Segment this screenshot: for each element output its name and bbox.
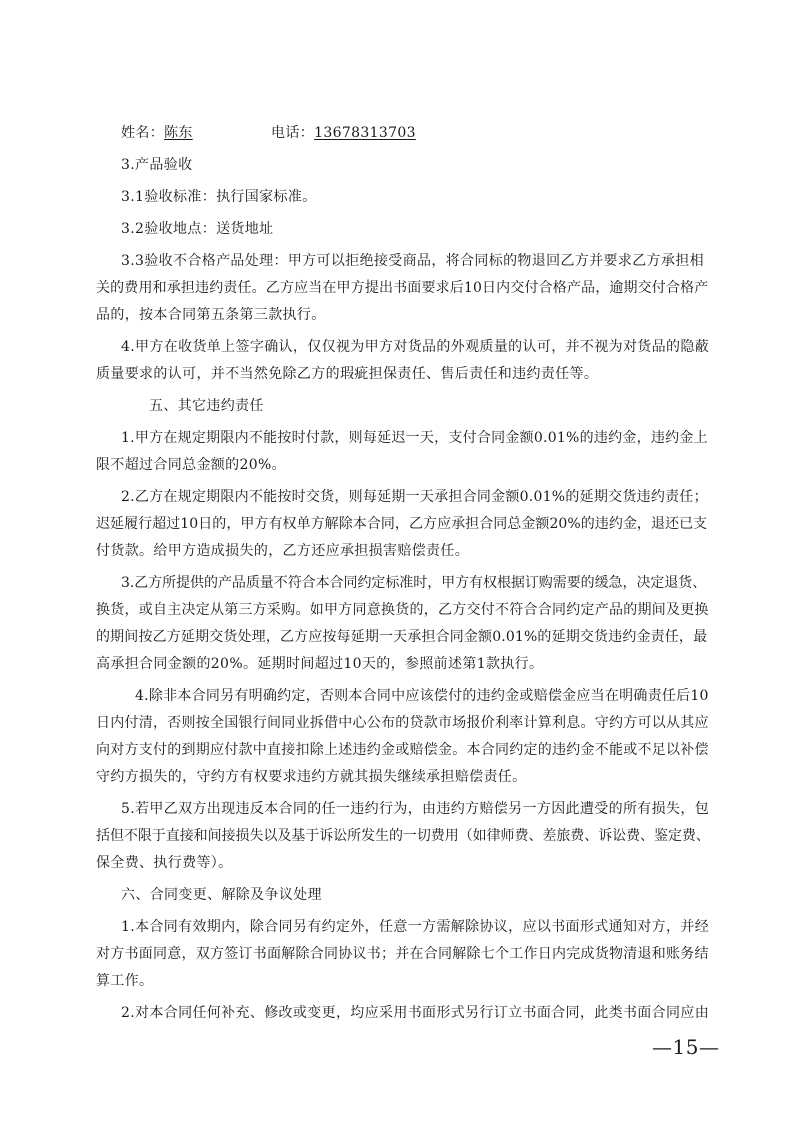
phone-value: 13678313703 — [314, 125, 416, 141]
phone-label: 电话： — [271, 125, 315, 141]
text-line: 4.除非本合同另有明确约定，否则本合同中应该偿付的违约金或赔偿金应当在明确责任后10 — [135, 688, 709, 704]
text-line: 付货款。给甲方造成损失的，乙方还应承担损害赔偿责任。 — [96, 543, 470, 559]
text-line: 守约方损失的，守约方有权要求违约方就其损失继续承担赔偿责任。 — [96, 769, 527, 785]
text-line: 1.本合同有效期内，除合同另有约定外，任意一方需解除协议，应以书面形式通知对方，并经 — [121, 919, 710, 935]
text-line: 4.甲方在收货单上签字确认，仅仅视为甲方对货品的外观质量的认可，并不视为对货品的隐蔽 — [121, 339, 710, 355]
section-heading-change: 六、合同变更、解除及争议处理 — [121, 887, 322, 903]
name-value: 陈东 — [164, 125, 193, 141]
text-line: 算工作。 — [96, 973, 154, 989]
text-line: 括但不限于直接和间接损失以及基于诉讼所发生的一切费用（如律师费、差旅费、诉讼费、鉴定费、 — [96, 828, 710, 844]
text-line: 1.甲方在规定期限内不能按时付款，则每延迟一天，支付合同金额0.01%的违约金，违约金上 — [121, 430, 708, 446]
text-line: 3.乙方所提供的产品质量不符合本合同约定标准时，甲方有权根据订购需要的缓急，决定退货、 — [121, 575, 707, 591]
text-line: 质量要求的认可，并不当然免除乙方的瑕疵担保责任、售后责任和违约责任等。 — [96, 366, 599, 382]
text-line: 保全费、执行费等）。 — [96, 855, 233, 871]
text-line: 换货，或自主决定从第三方采购。如甲方同意换货的，乙方交付不符合合同约定产品的期间及更换 — [96, 602, 709, 618]
text-line: 迟延履行超过10日的，甲方有权单方解除本合同，乙方应承担合同总金额20%的违约金，退还已支 — [96, 516, 708, 532]
name-label: 姓名： — [121, 125, 165, 141]
text-line: 3.1验收标准：执行国家标准。 — [121, 189, 317, 205]
text-line: 2.乙方在规定期限内不能按时交货，则每延期一天承担合同金额0.01%的延期交货违约责任； — [121, 489, 708, 505]
page-body — [96, 120, 710, 1027]
text-line: 2.对本合同任何补充、修改或变更，均应采用书面形式另行订立书面合同，此类书面合同应由 — [121, 1005, 710, 1021]
text-line: 日内付清，否则按全国银行间同业拆借中心公布的贷款市场报价利率计算利息。守约方可以从其应 — [96, 715, 709, 731]
text-line: 5.若甲乙双方出现违反本合同的任一违约行为，由违约方赔偿另一方因此遭受的所有损失，包 — [121, 801, 710, 817]
text-line: 对方书面同意，双方签订书面解除合同协议书；并在合同解除七个工作日内完成货物清退和账务结 — [96, 946, 709, 962]
text-line: 品的，按本合同第五条第三款执行。 — [96, 307, 326, 323]
contact-line — [121, 120, 707, 147]
text-line: 限不超过合同总金额的20%。 — [96, 457, 287, 473]
text-line: 关的费用和承担违约责任。乙方应当在甲方提出书面要求后10日内交付合格产品，逾期交付合格产 — [96, 280, 709, 296]
text-line: 高承担合同金额的20%。延期时间超过10天的，参照前述第1款执行。 — [96, 656, 544, 672]
text-line: 3.3验收不合格产品处理：甲方可以拒绝接受商品，将合同标的物退回乙方并要求乙方承担相 — [121, 253, 704, 269]
heading-acceptance: 3.产品验收 — [121, 157, 193, 173]
page-number: —15— — [652, 1035, 720, 1059]
text-line: 的期间按乙方延期交货处理，乙方应按每延期一天承担合同金额0.01%的延期交货违约金责任，最 — [96, 629, 708, 645]
text-line: 3.2验收地点：送货地址 — [121, 221, 274, 237]
text-line: 向对方支付的到期应付款中直接扣除上述违约金或赔偿金。本合同约定的违约金不能或不足以补偿 — [96, 742, 709, 758]
section-heading-breach: 五、其它违约责任 — [149, 398, 264, 414]
